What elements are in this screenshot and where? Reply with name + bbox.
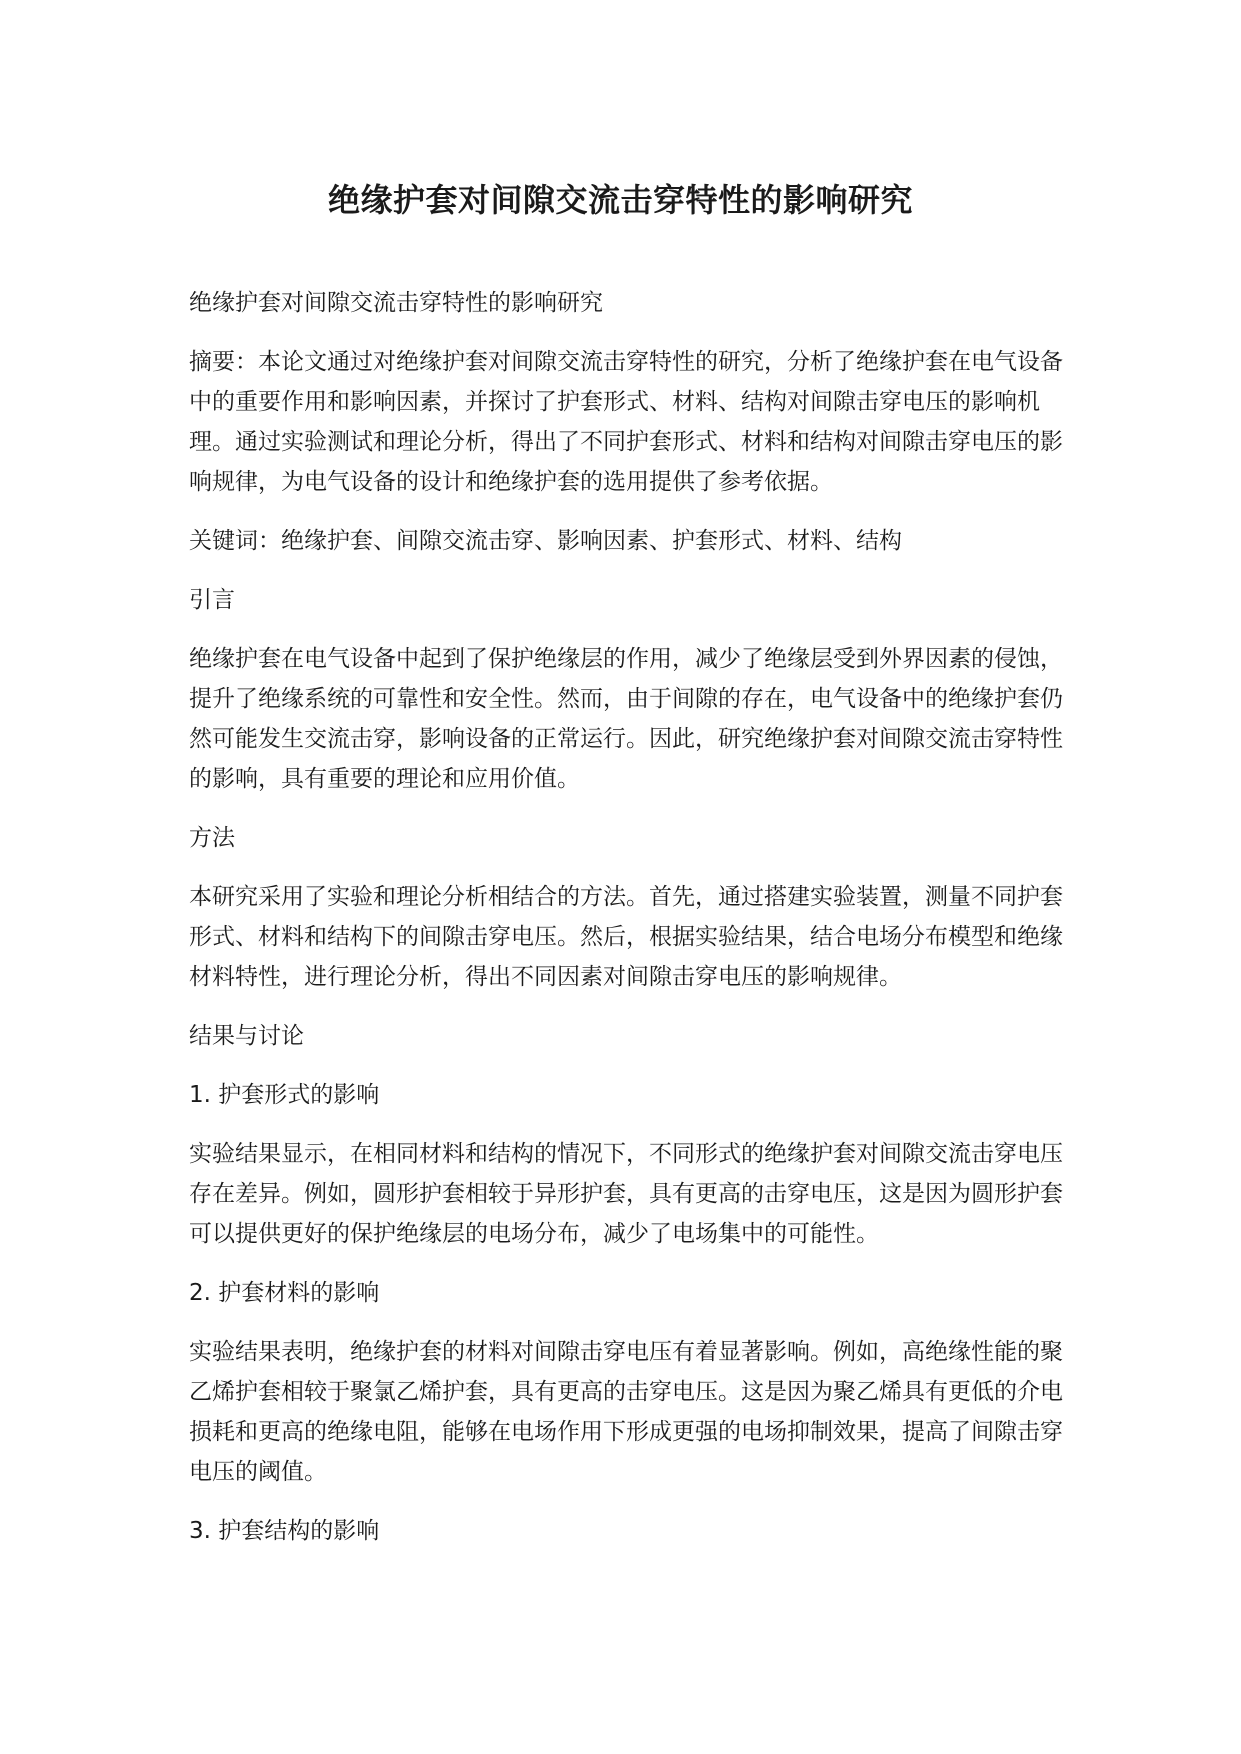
section-heading-intro: 引言 [189, 587, 235, 613]
subtitle: 绝缘护套对间隙交流击穿特性的影响研究 [189, 290, 603, 316]
subsection-2-paragraph: 实验结果表明，绝缘护套的材料对间隙击穿电压有着显著影响。例如，高绝缘性能的聚乙烯护套相较于聚氯乙烯护套，具有更高的击穿电压。这是因为聚乙烯具有更低的介电损耗和更高的绝缘电阻，能够在电场作用下形成更强的电场抑制效果，提高了间隙击穿电压的阈值。 [189, 1339, 1063, 1485]
abstract-paragraph: 摘要：本论文通过对绝缘护套对间隙交流击穿特性的研究，分析了绝缘护套在电气设备中的重要作用和影响因素，并探讨了护套形式、材料、结构对间隙击穿电压的影响机理。通过实验测试和理论分析，得出了不同护套形式、材料和结构对间隙击穿电压的影响规律，为电气设备的设计和绝缘护套的选用提供了参考依据。 [189, 349, 1063, 495]
section-heading-results: 结果与讨论 [189, 1023, 304, 1049]
subsection-heading-2: 2. 护套材料的影响 [189, 1280, 380, 1306]
subsection-heading-1: 1. 护套形式的影响 [189, 1082, 380, 1108]
intro-paragraph: 绝缘护套在电气设备中起到了保护绝缘层的作用，减少了绝缘层受到外界因素的侵蚀，提升了绝缘系统的可靠性和安全性。然而，由于间隙的存在，电气设备中的绝缘护套仍然可能发生交流击穿，影响设备的正常运行。因此，研究绝缘护套对间隙交流击穿特性的影响，具有重要的理论和应用价值。 [189, 646, 1063, 792]
section-heading-method: 方法 [189, 825, 235, 851]
document-title: 绝缘护套对间隙交流击穿特性的影响研究 [327, 181, 913, 219]
subsection-heading-3: 3. 护套结构的影响 [189, 1518, 380, 1544]
method-paragraph: 本研究采用了实验和理论分析相结合的方法。首先，通过搭建实验装置，测量不同护套形式、材料和结构下的间隙击穿电压。然后，根据实验结果，结合电场分布模型和绝缘材料特性，进行理论分析，得出不同因素对间隙击穿电压的影响规律。 [189, 884, 1063, 990]
keywords-paragraph: 关键词：绝缘护套、间隙交流击穿、影响因素、护套形式、材料、结构 [189, 528, 902, 554]
document-body [189, 283, 1079, 1570]
subsection-1-paragraph: 实验结果显示，在相同材料和结构的情况下，不同形式的绝缘护套对间隙交流击穿电压存在差异。例如，圆形护套相较于异形护套，具有更高的击穿电压，这是因为圆形护套可以提供更好的保护绝缘层的电场分布，减少了电场集中的可能性。 [189, 1141, 1063, 1247]
